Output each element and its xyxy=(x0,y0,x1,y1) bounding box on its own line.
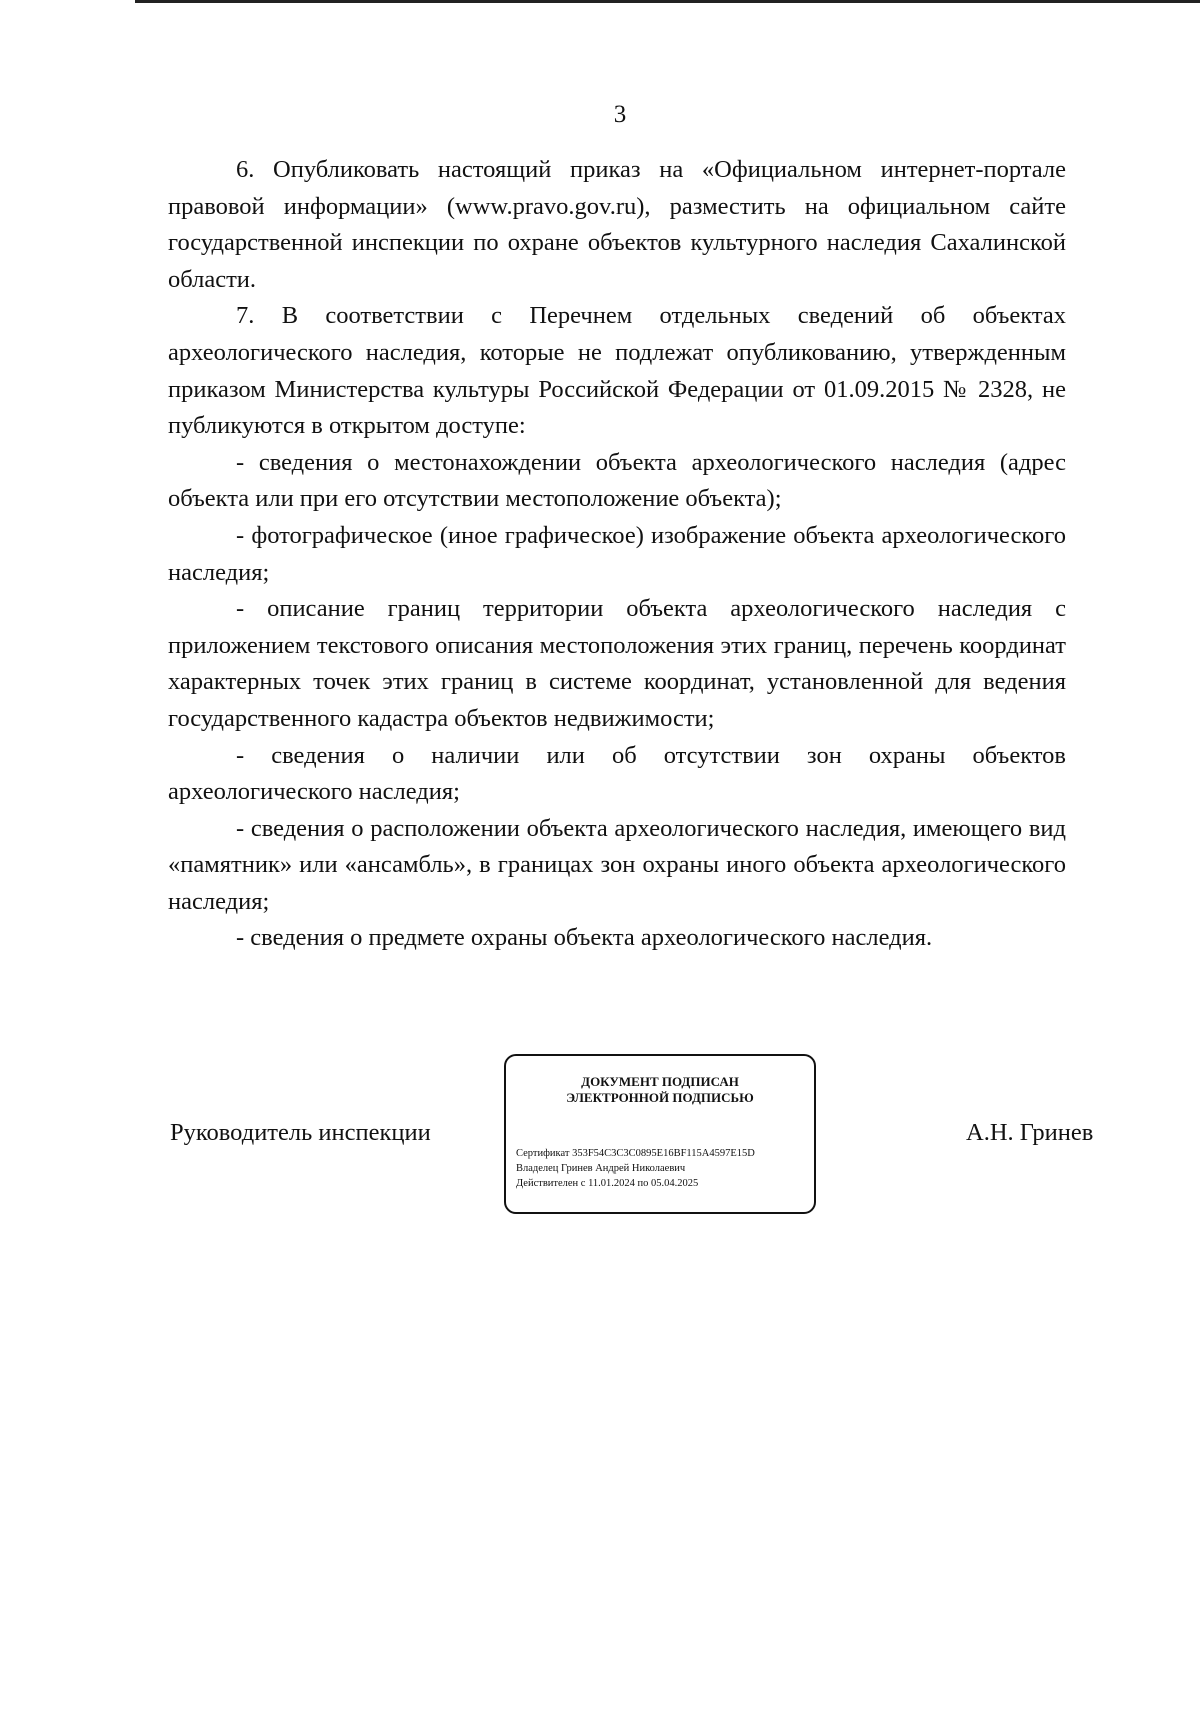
top-border-line xyxy=(135,0,1200,3)
stamp-owner: Владелец Гринев Андрей Николаевич xyxy=(516,1163,686,1174)
list-item-protection-zones: - сведения о наличии или об отсутствии зон охраны объектов археологического наследия; xyxy=(168,741,1066,806)
stamp-certificate: Сертификат 353F54C3C3C0895E16BF115A4597E15D xyxy=(516,1148,755,1159)
list-item-protection-subject: - сведения о предмете охраны объекта археологического наследия. xyxy=(236,924,933,952)
signatory-name: А.Н. Гринев xyxy=(966,1119,1094,1146)
signatory-title: Руководитель инспекции xyxy=(170,1119,431,1146)
electronic-signature-stamp xyxy=(504,1054,816,1214)
paragraph-restricted-info: 7. В соответствии с Перечнем отдельных сведений об объектах археологического наследия, которые не подлежат опубликованию, утвержденным приказом Министерства культуры Российской Федерации от 01.09.2015 № 2328, не публикуются в открытом доступе: xyxy=(168,302,1066,440)
stamp-details xyxy=(516,1146,808,1191)
stamp-header xyxy=(506,1074,814,1106)
stamp-validity: Действителен с 11.01.2024 по 05.04.2025 xyxy=(516,1178,699,1189)
list-item-boundaries: - описание границ территории объекта археологического наследия с приложением текстового описания местоположения этих границ, перечень координат характерных точек этих границ в системе координат, установленной для ведения государственного кадастра объектов недвижимости; xyxy=(168,595,1066,732)
document-body xyxy=(168,152,1066,957)
stamp-header-line-2: ЭЛЕКТРОННОЙ ПОДПИСЬЮ xyxy=(566,1090,754,1105)
stamp-header-line-1: ДОКУМЕНТ ПОДПИСАН xyxy=(581,1074,739,1089)
list-item-monument-location: - сведения о расположении объекта археологического наследия, имеющего вид «памятник» или «ансамбль», в границах зон охраны иного объекта археологического наследия; xyxy=(168,814,1066,915)
list-item-location: - сведения о местонахождении объекта археологического наследия (адрес объекта или при его отсутствии местоположение объекта); xyxy=(168,448,1066,513)
paragraph-publication: 6. Опубликовать настоящий приказ на «Официальном интернет-портале правовой информации» (www.pravo.gov.ru), разместить на официальном сайте государственной инспекции по охране объектов культурного наследия Сахалинской области. xyxy=(168,156,1066,293)
page-number: 3 xyxy=(613,101,627,128)
list-item-photo: - фотографическое (иное графическое) изображение объекта археологического наследия; xyxy=(168,521,1066,586)
